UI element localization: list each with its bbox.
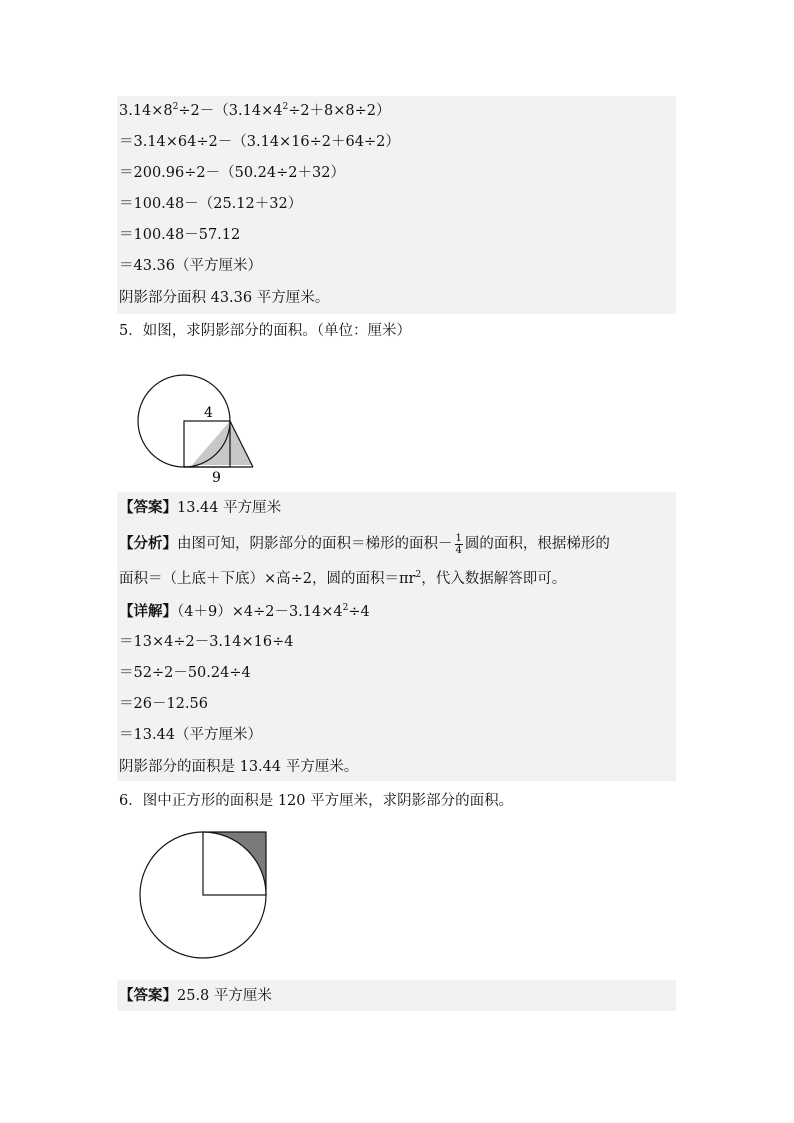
answer-line xyxy=(119,492,281,523)
answer-tag: 【答案】 xyxy=(119,499,177,516)
formula-line: ＝13.44（平方厘米） xyxy=(119,727,263,743)
fraction-one-quarter: $\frac{1}{4}$ xyxy=(455,532,462,556)
answer-value: 13.44 平方厘米 xyxy=(177,500,282,516)
figure-q5 xyxy=(130,362,270,486)
shaded-corner xyxy=(203,832,266,895)
question-6: 6．图中正方形的面积是 120 平方厘米，求阴影部分的面积。 xyxy=(119,793,514,809)
formula-line: ＝43.36（平方厘米） xyxy=(119,258,263,274)
analysis-line: 【分析】由图可知，阴影部分的面积＝梯形的面积－ $\frac{1}{4}$ 圆的面积，根据梯形的 xyxy=(119,532,610,556)
formula-line: $3.14\times 8^2\div 2-(3.14\times 4^2\div 2+8\times 8\div 2)$ xyxy=(119,102,391,119)
label-bottom: 9 xyxy=(212,470,221,486)
formula-line: ＝26－12.56 xyxy=(119,696,208,712)
detail-line: 【详解】$(4+9)\times 4\div 2-3.14\times 4^2\div 4$ xyxy=(119,603,370,620)
formula-line: ＝13×4÷2－3.14×16÷4 xyxy=(119,634,294,650)
answer-tag: 【答案】 xyxy=(119,987,177,1004)
formula-line: ＝100.48－（25.12＋32） xyxy=(119,196,303,212)
analysis-tag: 【分析】 xyxy=(119,535,177,552)
figure-q6 xyxy=(136,828,272,964)
question-5: 5．如图，求阴影部分的面积。（单位：厘米） xyxy=(119,323,411,339)
label-top: 4 xyxy=(204,405,213,421)
formula-line: ＝3.14×64÷2－（3.14×16÷2＋64÷2） xyxy=(119,134,400,150)
formula-line: ＝52÷2－50.24÷4 xyxy=(119,665,251,681)
formula-line: ＝200.96÷2－（50.24÷2＋32） xyxy=(119,165,345,181)
detail-tag: 【详解】 xyxy=(119,603,177,620)
analysis-line-2: 面积＝（上底＋下底）×高÷2，圆的面积$=\pi r^2$，代入数据解答即可。 xyxy=(119,570,567,587)
conclusion-line: 阴影部分的面积是 13.44 平方厘米。 xyxy=(119,759,359,775)
answer-value: 25.8 平方厘米 xyxy=(177,988,272,1004)
answer-line xyxy=(119,980,272,1011)
conclusion-line: 阴影部分面积 43.36 平方厘米。 xyxy=(119,290,330,306)
formula-line: ＝100.48－57.12 xyxy=(119,227,241,243)
